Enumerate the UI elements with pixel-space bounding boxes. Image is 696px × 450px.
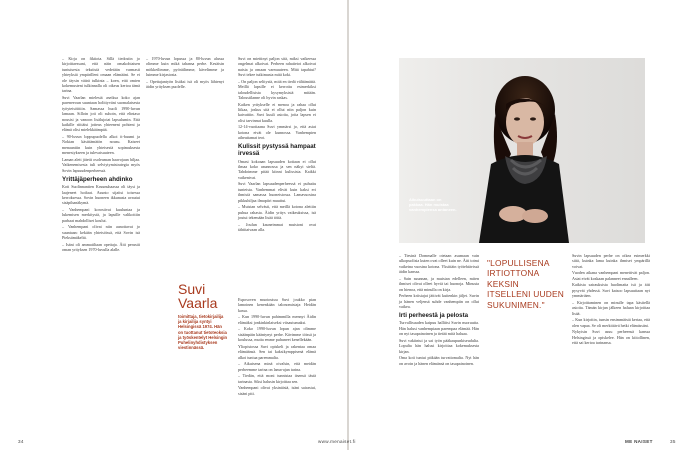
- footer-brand: ME NAISET: [625, 439, 653, 444]
- paragraph: Suvi on miettinyt paljon sitä, miksi vaikeessa ongelmat alkoivat. Perheen rahatietot alkoivat naisia ja omaan varmuuteen. Mitä tapahtui? Suvi tekee tutkimusta mitä koki.: [238, 56, 316, 78]
- paragraph: – Sain suunnan, ja muistan edelleen, miten ihmiset olivat olleet hyviä tai huonoja. Minusta on hienoa, että minulla on kirja.: [399, 275, 479, 292]
- paragraph: – Kirjoittaminen on minulle tapa käsitellä asioita. Tämän kirjan jälkeen haluan kirjoittaa lisää.: [572, 299, 650, 316]
- author-bio: toimittaja, tietokirjailija ja kirjailija syntyi Helsingissä 1974. Hän on tuottanut tietoteoksia ja työskentelyt Helsingin Puhelinyhdistyksen viestinnässä.: [178, 314, 228, 351]
- paragraph: Suvi vakiintui ja sai työn pääkaupunkiseudulta. Lopulta hän halusi kirjoittaa kokemuksesta kirjan.: [399, 337, 479, 354]
- paragraph: – Opettajantyön lisäksi isä oli myös lähtenyt äidin yrityksen puolelle.: [146, 78, 224, 90]
- paragraph: Koti Suolinnantien Kruunuhaassa oli täysi ja laajeneet hoifaat. Asunto sijaitsi toisessa kerroksessa. Sovin huoneen ikkunasta avautui sisäpihanäkymä.: [62, 184, 140, 206]
- paragraph: Suvi Vaarlan mielestä aseiksa koko ajan pareneeoun suuntaan holittyväni suomalaisesta työyteisöittiin. Samassa huoli 1990-luvun lamaan. Silloin joti oli suhoin, että elintaso nousisi ja vanoon lisälujoiat lapsulumin. Että kaikille riittäisi jotteus yhteeneni pohteni ja elämä olisi mielekkäämpää.: [62, 95, 140, 133]
- pull-quote: "LOPULLISENA IRTIOTTONA KEKSIN ITSELLENI UUDEN SUKUNIMEN.": [487, 258, 564, 310]
- right-page-number: 35: [670, 439, 676, 444]
- paragraph: – 1970-luvun lopussa ja 80-luvun alussa olimme kuin mikä tahansa perhe. Kesäisin mökkeilimme, pyöräilimme, kävelimme ja luimme kirjastosta.: [146, 56, 224, 78]
- author-info-box: [178, 282, 228, 350]
- left-col-2: [146, 56, 224, 91]
- paragraph: – Aikuisena minä oivalsin, että meidän perheemme tarina on lama-ajan tarina.: [238, 361, 316, 372]
- paragraph: Suvi Vaarlan lapsuudenperheessä ei puhuttu tunteista. Vanhemmat elivät kuin kaksi eri ihmistä samassa huoneistossa. Lamavuosina pikkuhiljaa ilmapiiri muuttui.: [238, 181, 316, 203]
- portrait-photo: [399, 58, 645, 243]
- section-heading: Irti perheestä ja pelosta: [399, 311, 469, 319]
- right-col-1: [399, 253, 479, 367]
- paragraph: – Vanhempani olivat niin aanottavat jo suuntaan: kekään yhteisöissä, että Sovin isä Pieksämäkeltä.: [62, 224, 140, 241]
- paragraph: Vanhempani olivat yksinäisiä, isäni sairastui, sisäni piti.: [238, 385, 316, 396]
- paragraph: Oma koti tuntui pitkään turvattomalta. Nyt hän on avoin ja hänen elämänsä on tasapainoinen.: [399, 355, 479, 366]
- photo-caption: Aikuisuuttaan on pakkaa. Hän muistaa vanhempiensa antaneen.: [409, 197, 457, 212]
- author-first-name: Suvi: [178, 281, 206, 297]
- paragraph: – Tiesinä Dommalle otetaan asumaan vain ulkopuolisia kuten ovat olleet kuin ne. Äiti toimi vaikeina vuosina kotona. Yksittäin työtehtävissä äidin kanssa.: [399, 253, 479, 275]
- left-col-3: [238, 56, 316, 234]
- paragraph: – Tiedän, että moni tunnistaa itsensä tästä tarinasta. Siksi halusin kirjoittaa sen.: [238, 373, 316, 384]
- paragraph: – Koko 1990-luvun lopun ajan olimme sisäänpäin kääntynyt perhe. Kävimme töissä ja koulussa, mutta emme puhuneet kenellekään.: [238, 326, 316, 343]
- left-col-1: [62, 56, 140, 254]
- paragraph: – On paljon selitystä, mitä en tiedä välttämättä. Meillä lapsille ei kerrottu esimerkiksi taloudellisista kysymyksistä mitään. Taloustilanne oli hyvin raskas.: [238, 78, 316, 101]
- author-last-name: Vaarla: [178, 295, 218, 311]
- paragraph: – Muistan selvästi, että meillä kotona alettiin puhua rahasta. Äidin yritys vaikeuksissa, isä joutui tekemään lisää töitä.: [238, 204, 316, 221]
- paragraph: – Vanhempani korostivat kuuluntaa ja lukemisen merkitystä, ja lapsille valikoitiin parhaat mahdolliset koulut.: [62, 206, 140, 223]
- paragraph: Omasi kokoaan lapsuuden kotiaan ei ollut ilmaa koko asunnossa ja sen näkyi sieltä. Tahdoimme pitää kiinni kulissista. Kaikki vaikenivat.: [238, 158, 316, 180]
- footer-url: www.menaiset.fi: [318, 439, 356, 444]
- paragraph: Kaikista sairauksista huolimatta isä ja äiti pysyvät yhdessä. Suvi katsoo lapsuuttaan nyt ymmärtäen.: [572, 282, 650, 299]
- paragraph: Turvallisuuden kaipuu halliitsi Suvin nuoruutta. Hän halusi vanhempiaan parempaa elämää. Hän on nyt tasapainoinen ja tietää mitä haluaa.: [399, 320, 479, 337]
- paragraph: – Joulun kauneimmat muistoni ovat tähtitaivaan alla.: [238, 221, 316, 233]
- paragraph: – Kirja on fiktiota. Sillä tiedostin jo kirjoittaessani, että näin omakohtaisen tuntuisesta tekstistä vedetään varmasti yhteyksiä ympärilleni omaan elämääni. Se ei ole täysin väärä tulkinta – koen, että omien kokemusteni tulkinnalla oli oikeus kertoa tämä tarina.: [62, 56, 140, 94]
- paragraph: Kaiken yritykselle ei menoa ja rahaa ollut liikaa, joskus sitä ei ollut niin paljon kuin kaivattiin. Suvi kuuli asioita, joita lapsen ei olisi tarvinnut kuulla.: [238, 101, 316, 123]
- paragraph: – Kun kirjoitin, tunsin ensimmäistä kertaa, että olen vapaa. Se oli merkittävä hetki elämässäni.: [572, 317, 650, 328]
- paragraph: Suvin lapsuuden perhe on oikea esimerkki siitä, kuinka lama kuinka ihmiset ympärillä voivat.: [572, 253, 650, 269]
- right-col-2: [572, 253, 650, 347]
- left-col-4: [238, 297, 316, 397]
- paragraph: – Kun 1990-luvun pahimmilla mennyt Äidin elämäksi jonkinkinlaiseksi viisautumaksi.: [238, 314, 316, 325]
- paragraph: Laman alett jätetit osoleuman haavojaan hiljaa. Vaikenemisesta tuli selviytymistrategia myös Sovin lapsuudenperheessä.: [62, 156, 140, 173]
- paragraph: Vuoden aikana vanhempani menettivät paljon. Asiat eivät koskaan palanneet ennalleen.: [572, 270, 650, 281]
- section-heading: Yrittäjäperheen ahdinko: [62, 175, 133, 183]
- paragraph: Perheen kriisiajat jättivät kuitenkin jäljet. Suvin ja hänen veljensä suhde vanhempiin on ollut vaikea.: [399, 293, 479, 310]
- paragraph: Yliopistossa Suvi opiskeli ja rakentaa omaa elämäänsä. Sen tai kaksikymppisenä elämä alkoi tuntua paremmalta.: [238, 343, 316, 360]
- paragraph: 12-14-vuotiaana Suvi ymmärsi jo, että asiat kotona eivät ole kunnossa. Vanhempien aiheuttamat teot.: [238, 124, 316, 141]
- section-heading: Kulissit pystyssä hampaat irvessä: [238, 143, 316, 158]
- paragraph: – Isäni oli ammatiltaan opettaja. Äiti perustii oman yrityksen 1970-luvulla alalle.: [62, 241, 140, 253]
- paragraph: – 90-luvun loppupuolella alkoi it-buumi ja Nokian käsittämätön nousu. Kaiseet menaantiin kuin yhteisestä sopimuksesta menestykseen ja tulevaisuuteen.: [62, 134, 140, 156]
- left-page-number: 34: [18, 439, 24, 444]
- paragraph: Esposoven muotoutuu Suvi joukko pian lamoinen kenenkään talonomistaja Heidän kassa.: [238, 297, 316, 313]
- paragraph: Nykyisin Suvi asuu perheensä kanssa Helsingissä ja opiskelee. Hän on kiitollinen, että sai kertoa tarinansa.: [572, 329, 650, 346]
- woman-portrait-icon: [451, 64, 591, 243]
